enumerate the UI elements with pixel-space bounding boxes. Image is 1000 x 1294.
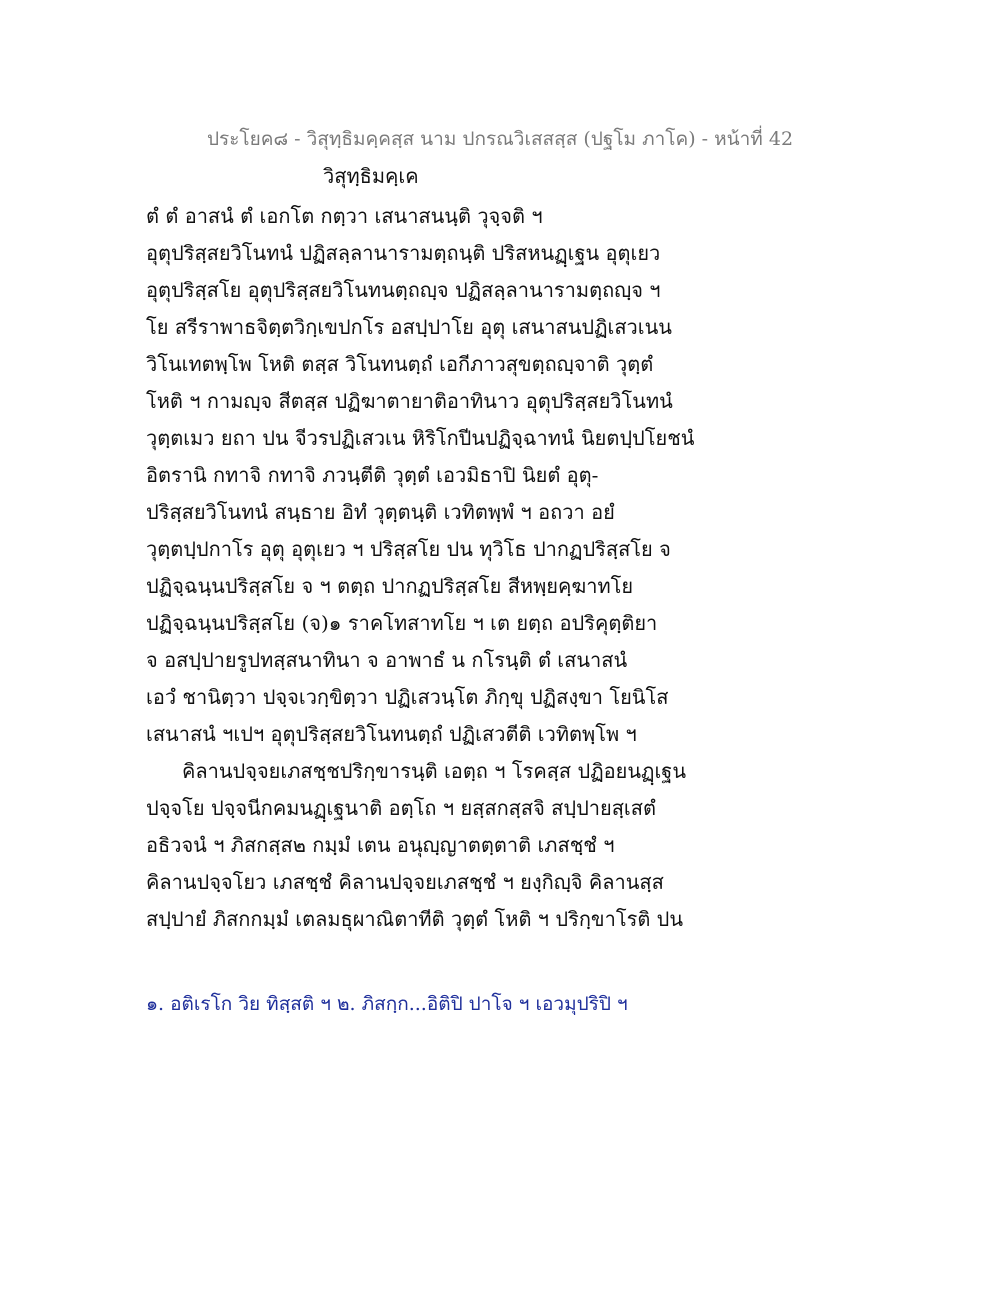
text-line: จ อสปฺปายรูปทสฺสนาทินา จ อาพาธํ น กโรนฺติ ตํ เสนาสนํ: [146, 648, 628, 672]
text-line: วุตฺตปฺปกาโร อุตุ อุตุเยว ฯ ปริสฺสโย ปน ทุวิโธ ปากฏปริสฺสโย จ: [146, 537, 671, 561]
text-line: ปริสฺสยวิโนทนํ สนฺธาย อิทํ วุตฺตนฺติ เวทิตพฺพํ ฯ อถวา อยํ: [146, 500, 615, 524]
text-line: สปฺปายํ ภิสกกมฺมํ เตลมธุผาณิตาทีติ วุตฺตํ โหติ ฯ ปริกฺขาโรติ ปน: [146, 907, 684, 931]
text-line: อธิวจนํ ฯ ภิสกสฺส๒ กมฺมํ เตน อนุญฺญาตตฺตาติ เภสชฺชํ ฯ: [146, 833, 615, 857]
text-line: วิโนเทตพฺโพ โหติ ตสฺส วิโนทนตฺถํ เอกีภาวสุขตฺถญฺจาติ วุตฺตํ: [146, 352, 654, 376]
text-line: ปจฺจโย ปจฺจนีกคมนฏฺเฐนาติ อตฺโถ ฯ ยสฺสกสฺสจิ สปฺปายสฺเสตํ: [146, 796, 656, 820]
text-line: อุตุปริสฺสโย อุตุปริสฺสยวิโนทนตฺถญฺจ ปฏิสลฺลานารามตฺถญฺจ ฯ: [146, 278, 661, 302]
text-line: อิตรานิ กทาจิ กทาจิ ภวนฺตีติ วุตฺตํ เอวมิธาปิ นิยตํ อุตุ-: [146, 463, 599, 487]
footnote: ๑. อติเรโก วิย ทิสฺสติ ฯ ๒. ภิสกฺก...อิติปิ ปาโจ ฯ เอวมุปริปิ ฯ: [146, 993, 628, 1015]
text-line-indented: คิลานปจฺจยเภสชฺชปริกฺขารนฺติ เอตฺถ ฯ โรคสฺส ปฏิอยนฏฺเฐน: [182, 759, 686, 783]
text-line: ปฏิจฺฉนฺนปริสฺสโย จ ฯ ตตฺถ ปากฏปริสฺสโย สีหพฺยคฺฆาทโย: [146, 574, 634, 598]
text-line: ปฏิจฺฉนฺนปริสฺสโย (จ)๑ ราคโทสาทโย ฯ เต ยตฺถ อปริคุตฺติยา: [146, 611, 658, 635]
text-line: ตํ ตํ อาสนํ ตํ เอกโต กตฺวา เสนาสนนฺติ วุจฺจติ ฯ: [146, 204, 543, 228]
text-line: โหติ ฯ กามญฺจ สีตสฺส ปฏิฆาตายาติอาทินาว อุตุปริสฺสยวิโนทนํ: [146, 389, 673, 413]
text-line: โย สรีราพาธจิตฺตวิกฺเขปกโร อสปฺปาโย อุตุ เสนาสนปฏิเสวเนน: [146, 315, 672, 339]
text-line: คิลานปจฺจโยว เภสชฺชํ คิลานปจฺจยเภสชฺชํ ฯ ยงฺกิญฺจิ คิลานสฺส: [146, 870, 664, 894]
text-line: เสนาสนํ ฯเปฯ อุตุปริสฺสยวิโนทนตฺถํ ปฏิเสวตีติ เวทิตพฺโพ ฯ: [146, 722, 637, 746]
page-title: วิสุทฺธิมคฺเค: [323, 164, 419, 188]
page-header: ประโยค๘ - วิสุทฺธิมคฺคสฺส นาม ปกรณวิเสสสฺส (ปฐโม ภาโค) - หน้าที่ 42: [206, 128, 794, 150]
text-line: อุตุปริสฺสยวิโนทนํ ปฏิสลฺลานารามตฺถนฺติ ปริสหนฏฺเฐน อุตุเยว: [146, 241, 661, 265]
body-text: [146, 198, 906, 938]
text-line: เอวํ ชานิตฺวา ปจฺจเวกฺขิตฺวา ปฏิเสวนฺโต ภิกฺขุ ปฏิสงฺขา โยนิโส: [146, 685, 669, 709]
text-line: วุตฺตเมว ยถา ปน จีวรปฏิเสวเน หิริโกปีนปฏิจฺฉาทนํ นิยตปฺปโยชนํ: [146, 426, 695, 450]
